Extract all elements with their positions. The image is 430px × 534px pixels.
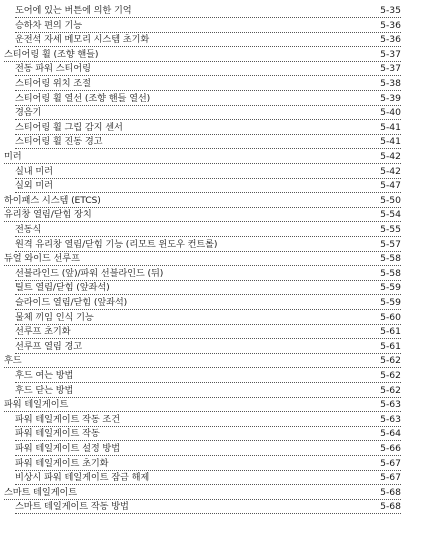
toc-entry-page: 5-37 <box>380 48 401 60</box>
toc-entry-page: 5-61 <box>380 326 401 338</box>
toc-entry-page: 5-57 <box>380 238 401 250</box>
toc-entry-page: 5-37 <box>380 63 401 75</box>
toc-entry-page: 5-63 <box>380 413 401 425</box>
toc-subsection-entry[interactable] <box>0 267 430 281</box>
toc-entry-page: 5-50 <box>380 194 401 206</box>
toc-subsection-entry[interactable] <box>0 135 430 149</box>
toc-subsection-entry[interactable] <box>0 413 430 427</box>
toc-entry-title: 운전석 자세 메모리 시스템 초기화 <box>15 34 150 46</box>
toc-entry-title: 전동식 <box>15 224 42 235</box>
toc-entry-title: 물체 끼임 인식 기능 <box>15 311 94 323</box>
dot-leader <box>15 325 401 339</box>
toc-subsection-entry[interactable] <box>0 33 430 47</box>
toc-entry-title: 스티어링 위치 조절 <box>15 78 91 89</box>
toc-entry-page: 5-62 <box>380 355 401 367</box>
toc-entry-page: 5-68 <box>380 501 401 513</box>
toc-entry-page: 5-58 <box>380 267 401 279</box>
dot-leader <box>4 150 401 164</box>
toc-entry-title: 유리창 열림/닫힘 장치 <box>4 209 92 221</box>
dot-leader <box>4 354 401 368</box>
toc-subsection-entry[interactable] <box>0 223 430 237</box>
toc-section-entry[interactable] <box>0 398 430 412</box>
toc-entry-title: 하이패스 시스템 (ETCS) <box>4 194 101 206</box>
toc-entry-page: 5-42 <box>380 165 401 177</box>
toc-entry-title: 스마트 테일게이트 작동 방법 <box>15 501 129 513</box>
toc-section-entry[interactable] <box>0 48 430 62</box>
toc-entry-title: 후드 닫는 방법 <box>15 384 74 396</box>
toc-entry-title: 후드 여는 방법 <box>15 370 74 381</box>
toc-entry-page: 5-36 <box>380 34 401 46</box>
toc-entry-page: 5-41 <box>380 121 401 133</box>
toc-entry-title: 틸트 열림/닫힘 (앞좌석) <box>15 282 110 294</box>
toc-entry-title: 실내 미러 <box>15 165 53 177</box>
toc-subsection-entry[interactable] <box>0 296 430 310</box>
toc-subsection-entry[interactable] <box>0 281 430 295</box>
toc-section-entry[interactable] <box>0 252 430 266</box>
toc-section-entry[interactable] <box>0 150 430 164</box>
toc-entry-title: 스티어링 휠 (조향 핸들) <box>4 48 99 60</box>
dot-leader <box>15 179 401 193</box>
toc-entry-title: 원격 유리창 열림/닫힘 기능 (리모트 윈도우 컨트롤) <box>15 238 218 250</box>
toc-entry-title: 스티어링 휠 열선 (조향 핸들 열선) <box>15 92 151 104</box>
toc-subsection-entry[interactable] <box>0 427 430 441</box>
toc-entry-title: 파워 테일게이트 작동 <box>15 428 100 440</box>
toc-subsection-entry[interactable] <box>0 165 430 179</box>
toc-entry-title: 파워 테일게이트 <box>4 399 69 411</box>
dot-leader <box>15 223 401 237</box>
toc-entry-page: 5-41 <box>380 136 401 148</box>
toc-section-entry[interactable] <box>0 486 430 500</box>
toc-entry-page: 5-42 <box>380 151 401 162</box>
toc-subsection-entry[interactable] <box>0 92 430 106</box>
toc-entry-title: 선루프 열림 경고 <box>15 340 83 352</box>
toc-subsection-entry[interactable] <box>0 340 430 354</box>
toc-subsection-entry[interactable] <box>0 384 430 398</box>
toc-subsection-entry[interactable] <box>0 77 430 91</box>
toc-entry-title: 파워 테일게이트 설정 방법 <box>15 443 120 454</box>
toc-entry-title: 실외 미러 <box>15 180 53 192</box>
dot-leader <box>15 165 401 179</box>
toc-entry-title: 경음기 <box>15 107 42 119</box>
toc-entry-page: 5-67 <box>380 457 401 469</box>
toc-entry-title: 비상시 파워 테일게이트 잠금 해제 <box>15 472 150 484</box>
toc-entry-title: 듀얼 와이드 선루프 <box>4 253 80 265</box>
toc-entry-page: 5-39 <box>380 92 401 104</box>
toc-entry-title: 미러 <box>4 151 22 162</box>
toc-subsection-entry[interactable] <box>0 106 430 120</box>
toc-entry-title: 스마트 테일게이트 <box>4 486 78 498</box>
toc-entry-title: 선루프 초기화 <box>15 326 71 338</box>
toc-entry-page: 5-64 <box>380 428 401 440</box>
toc-entry-title: 파워 테일게이트 작동 조건 <box>15 413 120 425</box>
toc-subsection-entry[interactable] <box>0 325 430 339</box>
toc-subsection-entry[interactable] <box>0 457 430 471</box>
toc-entry-page: 5-35 <box>380 5 401 16</box>
toc-entry-page: 5-36 <box>380 19 401 31</box>
toc-entry-title: 전동 파워 스티어링 <box>15 63 91 75</box>
toc-entry-title: 파워 테일게이트 초기화 <box>15 457 109 469</box>
toc-entry-page: 5-60 <box>380 311 401 323</box>
toc-entry-page: 5-54 <box>380 209 401 221</box>
toc-subsection-entry[interactable] <box>0 442 430 456</box>
toc-entry-page: 5-62 <box>380 384 401 396</box>
toc-subsection-entry[interactable] <box>0 179 430 193</box>
toc-entry-page: 5-55 <box>380 224 401 235</box>
toc-section-entry[interactable] <box>0 208 430 222</box>
toc-entry-page: 5-59 <box>380 297 401 308</box>
toc-subsection-entry[interactable] <box>0 238 430 252</box>
toc-subsection-entry[interactable] <box>0 471 430 485</box>
toc-entry-title: 스티어링 휠 진동 경고 <box>15 136 103 148</box>
toc-entry-page: 5-59 <box>380 282 401 294</box>
toc-entry-page: 5-63 <box>380 399 401 411</box>
toc-entry-title: 승하차 편의 기능 <box>15 19 83 31</box>
toc-entry-title: 도어에 있는 버튼에 의한 기억 <box>15 5 132 16</box>
toc-subsection-entry[interactable] <box>0 500 430 514</box>
toc-entry-title: 스티어링 휠 그립 감지 센서 <box>15 121 123 133</box>
toc-entry-page: 5-66 <box>380 443 401 454</box>
toc-subsection-entry[interactable] <box>0 369 430 383</box>
toc-entry-page: 5-61 <box>380 340 401 352</box>
toc-subsection-entry[interactable] <box>0 4 430 18</box>
toc-entry-page: 5-67 <box>380 472 401 484</box>
toc-entry-page: 5-58 <box>380 253 401 265</box>
toc-entry-title: 슬라이드 열림/닫힘 (앞좌석) <box>15 297 128 308</box>
toc-subsection-entry[interactable] <box>0 19 430 33</box>
toc-entry-page: 5-47 <box>380 180 401 192</box>
toc-subsection-entry[interactable] <box>0 62 430 76</box>
dot-leader <box>15 106 401 120</box>
toc-entry-title: 후드 <box>4 355 22 367</box>
toc-subsection-entry[interactable] <box>0 311 430 325</box>
toc-section-entry[interactable] <box>0 194 430 208</box>
toc-section-entry[interactable] <box>0 354 430 368</box>
toc-entry-page: 5-40 <box>380 107 401 119</box>
toc-entry-page: 5-68 <box>380 486 401 498</box>
toc-entry-page: 5-62 <box>380 370 401 381</box>
toc-entry-title: 선블라인드 (앞)/파워 선블라인드 (뒤) <box>15 267 164 279</box>
toc-subsection-entry[interactable] <box>0 121 430 135</box>
toc-entry-page: 5-38 <box>380 78 401 89</box>
